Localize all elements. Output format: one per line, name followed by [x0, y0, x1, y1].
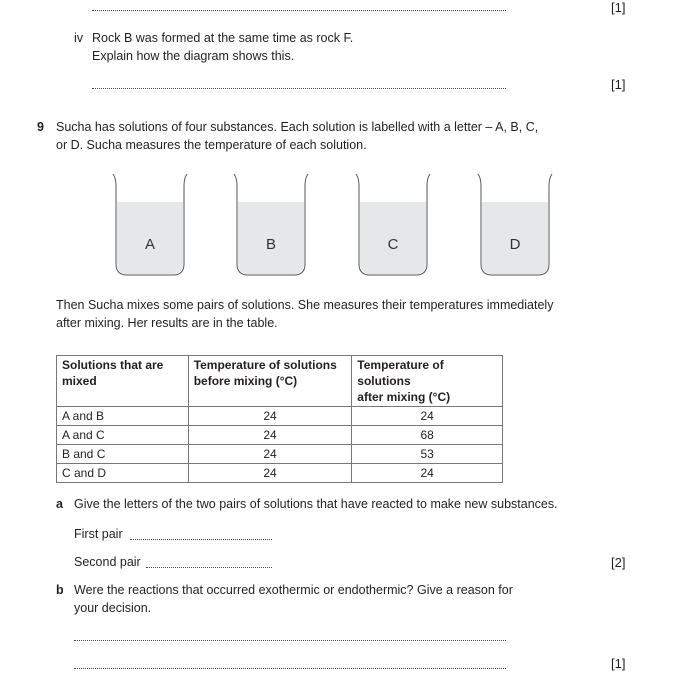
- cell-before: 24: [188, 464, 352, 483]
- header-line: before mixing (°C): [193, 374, 298, 388]
- q9-intro-line2: or D. Sucha measures the temperature of each solution.: [56, 138, 367, 152]
- beaker-label: D: [509, 236, 521, 253]
- first-pair-input[interactable]: [130, 539, 272, 540]
- beaker-icon: [233, 172, 309, 276]
- question-number: 9: [37, 120, 44, 134]
- second-pair-input[interactable]: [146, 567, 272, 568]
- beaker-c: [355, 172, 431, 276]
- part-iv-line2: Explain how the diagram shows this.: [92, 49, 295, 63]
- cell-before: 24: [188, 426, 352, 445]
- part-b-label: b: [56, 583, 64, 597]
- table-row: [57, 426, 503, 445]
- mark-prev: [1]: [611, 0, 626, 15]
- q9-mix-line1: Then Sucha mixes some pairs of solutions. She measures their temperatures immediately: [56, 298, 554, 312]
- cell-pair: A and B: [57, 407, 189, 426]
- table-row: [57, 407, 503, 426]
- cell-before: 24: [188, 407, 352, 426]
- cell-pair: C and D: [57, 464, 189, 483]
- answer-line-b2[interactable]: [74, 668, 506, 669]
- beaker-icon: [112, 172, 188, 276]
- table-row: [57, 445, 503, 464]
- cell-after: 68: [352, 426, 503, 445]
- header-line: Temperature of solutions: [193, 358, 337, 372]
- second-pair-label: Second pair: [74, 555, 141, 569]
- header-line: Temperature of solutions: [357, 358, 444, 388]
- header-temp-before: [188, 356, 352, 407]
- part-b-line1: Were the reactions that occurred exothermic or endothermic? Give a reason for: [74, 583, 513, 597]
- cell-after: 24: [352, 464, 503, 483]
- cell-after: 24: [352, 407, 503, 426]
- beaker-label: A: [144, 236, 155, 253]
- beaker-b: [233, 172, 309, 276]
- table-header-row: [57, 356, 503, 407]
- header-line: mixed: [62, 374, 97, 388]
- answer-line-iv[interactable]: [92, 88, 506, 89]
- mark-a: [2]: [611, 555, 626, 570]
- answer-line-prev[interactable]: [92, 10, 506, 11]
- beaker-d: [477, 172, 553, 276]
- part-iv-line1: Rock B was formed at the same time as rock F.: [92, 31, 354, 45]
- header-temp-after: [352, 356, 503, 407]
- header-line: Solutions that are: [62, 358, 164, 372]
- part-a-label: a: [56, 497, 63, 511]
- beaker-icon: [355, 172, 431, 276]
- header-solutions-mixed: [57, 356, 189, 407]
- beaker-label: C: [387, 236, 399, 253]
- part-b-line2: your decision.: [74, 601, 152, 615]
- cell-pair: B and C: [57, 445, 189, 464]
- first-pair-label: First pair: [74, 527, 123, 541]
- beaker-icon: [477, 172, 553, 276]
- cell-pair: A and C: [57, 426, 189, 445]
- beaker-label: B: [265, 236, 276, 253]
- part-a-text: Give the letters of the two pairs of solutions that have reacted to make new substances.: [74, 497, 558, 511]
- mark-iv: [1]: [611, 77, 626, 92]
- q9-mix-line2: after mixing. Her results are in the table.: [56, 316, 278, 330]
- q9-intro-line1: Sucha has solutions of four substances. Each solution is labelled with a letter – A, B, C,: [56, 120, 539, 134]
- beaker-a: [112, 172, 188, 276]
- results-table: [56, 355, 503, 483]
- header-line: after mixing (°C): [357, 390, 451, 404]
- cell-after: 53: [352, 445, 503, 464]
- answer-line-b1[interactable]: [74, 640, 506, 641]
- part-iv-label: iv: [74, 31, 84, 45]
- cell-before: 24: [188, 445, 352, 464]
- table-row: [57, 464, 503, 483]
- mark-b: [1]: [611, 656, 626, 671]
